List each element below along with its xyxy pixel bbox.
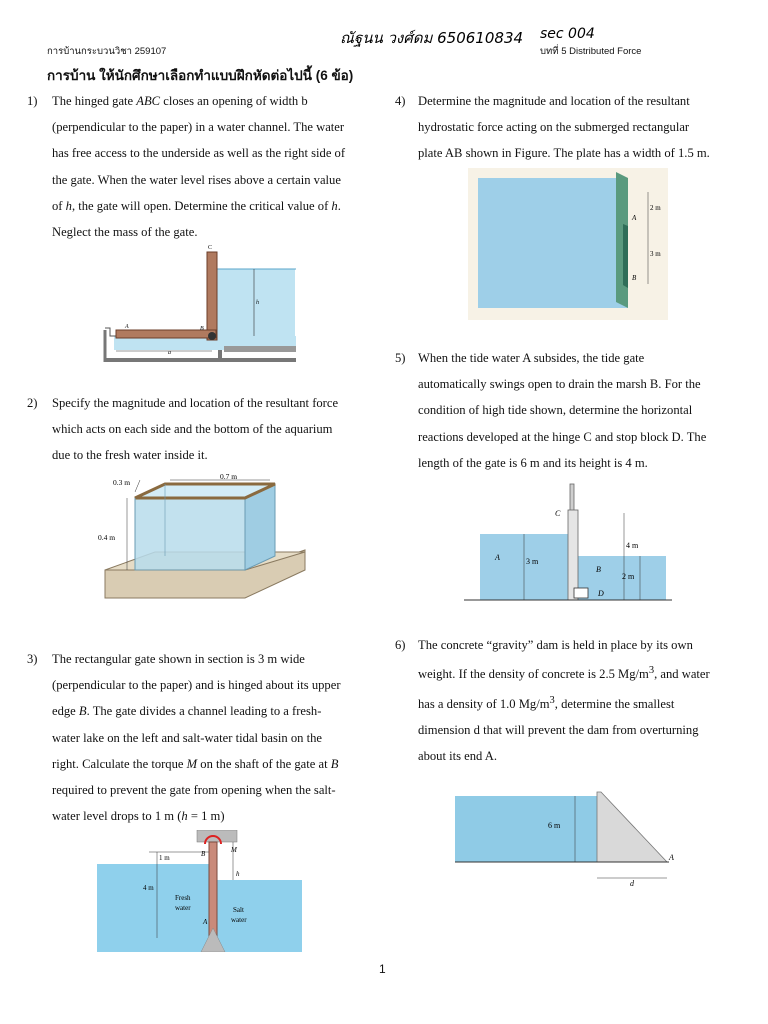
problem-4-number: 4) xyxy=(395,94,406,108)
figure-3-label: Salt xyxy=(233,906,244,914)
figure-4-submerged-plate xyxy=(468,168,668,320)
problem-3-number: 3) xyxy=(27,652,38,666)
figure-2-aquarium xyxy=(95,470,315,610)
figure-3-label: A xyxy=(203,918,208,926)
problem-6-text: The concrete “gravity” dam is held in place by its own weight. If the density of concrete is 2.5 $Mg/m^3$, and water has a density of 1.0 $Mg/m^3$, determine the smallest dimension d that will prevent the dam from overturning about its end A. xyxy=(418,638,710,764)
figure-6-label: 6 m xyxy=(548,821,561,830)
figure-2-label: 0.7 m xyxy=(220,472,238,481)
figure-1-hinged-gate xyxy=(100,244,300,364)
handwritten-section: sec 004 xyxy=(540,26,595,42)
figure-3-label: water xyxy=(231,916,247,924)
figure-3-label: Fresh xyxy=(175,894,191,902)
figure-1-label: a xyxy=(168,350,171,356)
figure-2-label: 0.4 m xyxy=(98,533,116,542)
figure-5-label: A xyxy=(495,553,500,562)
figure-5-label: C xyxy=(555,509,561,518)
figure-5-label: 4 m xyxy=(626,541,639,550)
page-number: 1 xyxy=(379,962,386,976)
figure-1-label: B xyxy=(200,326,204,332)
figure-5-label: D xyxy=(598,589,604,598)
figure-4-label: 2 m xyxy=(650,204,661,212)
problem-3-text: The rectangular gate shown in section is 3 m wide (perpendicular to the paper) and is hinged about its upper edge B. The gate divides a channel leading to a fresh- water lake on the left and salt-water tidal basin on the right. Calculate the torque M on the shaft of the gate at B required to prevent the gate from opening when the salt- water level drops to 1 m (h = 1 m) xyxy=(52,652,341,824)
figure-4-label: B xyxy=(632,274,637,282)
figure-3-rectangular-gate xyxy=(97,830,302,952)
figure-5-label: 2 m xyxy=(622,572,635,581)
problem-4-text: Determine the magnitude and location of the resultant hydrostatic force acting on the submerged rectangular plate AB shown in Figure. The plate has a width of 1.5 m. xyxy=(418,94,710,161)
problem-5-number: 5) xyxy=(395,351,406,365)
problem-2-number: 2) xyxy=(27,396,38,410)
problem-6-number: 6) xyxy=(395,638,406,652)
figure-3-label: M xyxy=(231,846,237,854)
figure-5-tide-gate xyxy=(462,480,674,605)
figure-3-label: h xyxy=(236,870,240,878)
figure-6-gravity-dam xyxy=(455,788,680,888)
page-title: การบ้าน ให้นักศึกษาเลือกทำแบบฝึกหัดต่อไปนี้ (6 ข้อ) xyxy=(47,68,354,83)
chapter-header: บทที่ 5 Distributed Force xyxy=(540,46,642,57)
figure-4-label: A xyxy=(632,214,637,222)
figure-2-label: 0.3 m xyxy=(113,478,131,487)
figure-1-label: A xyxy=(125,324,129,330)
problem-1-number: 1) xyxy=(27,94,38,108)
figure-6-label: d xyxy=(630,879,634,888)
figure-1-label: C xyxy=(208,245,213,251)
figure-3-label: water xyxy=(175,904,191,912)
figure-4-label: 3 m xyxy=(650,250,661,258)
course-header: การบ้านกระบวนวิชา 259107 xyxy=(47,46,167,57)
figure-6-label: A xyxy=(669,853,674,862)
figure-1-label: h xyxy=(256,300,259,306)
figure-5-label: B xyxy=(596,565,601,574)
problem-2-text: Specify the magnitude and location of the resultant force which acts on each side and the bottom of the aquarium due to the fresh water inside it. xyxy=(52,396,339,463)
figure-3-label: B xyxy=(201,850,206,858)
problem-1-text: The hinged gate ABC closes an opening of width b (perpendicular to the paper) in a water channel. The water has free access to the underside as well as the right side of the gate. When the water level rises above a certain value of h, the gate will open. Determine the critical value of h. Neglect the mass of the gate. xyxy=(52,94,346,240)
figure-3-label: 1 m xyxy=(159,854,170,862)
handwritten-student-name: ณัฐนน วงศ์ดม 650610834 xyxy=(340,29,524,47)
problem-5-text: When the tide water A subsides, the tide gate automatically swings open to drain the marsh B. For the condition of high tide shown, determine the horizontal reactions developed at the hinge C and stop block D. The length of the gate is 6 m and its height is 4 m. xyxy=(418,351,707,470)
figure-3-label: 4 m xyxy=(143,884,154,892)
figure-5-label: 3 m xyxy=(526,557,539,566)
